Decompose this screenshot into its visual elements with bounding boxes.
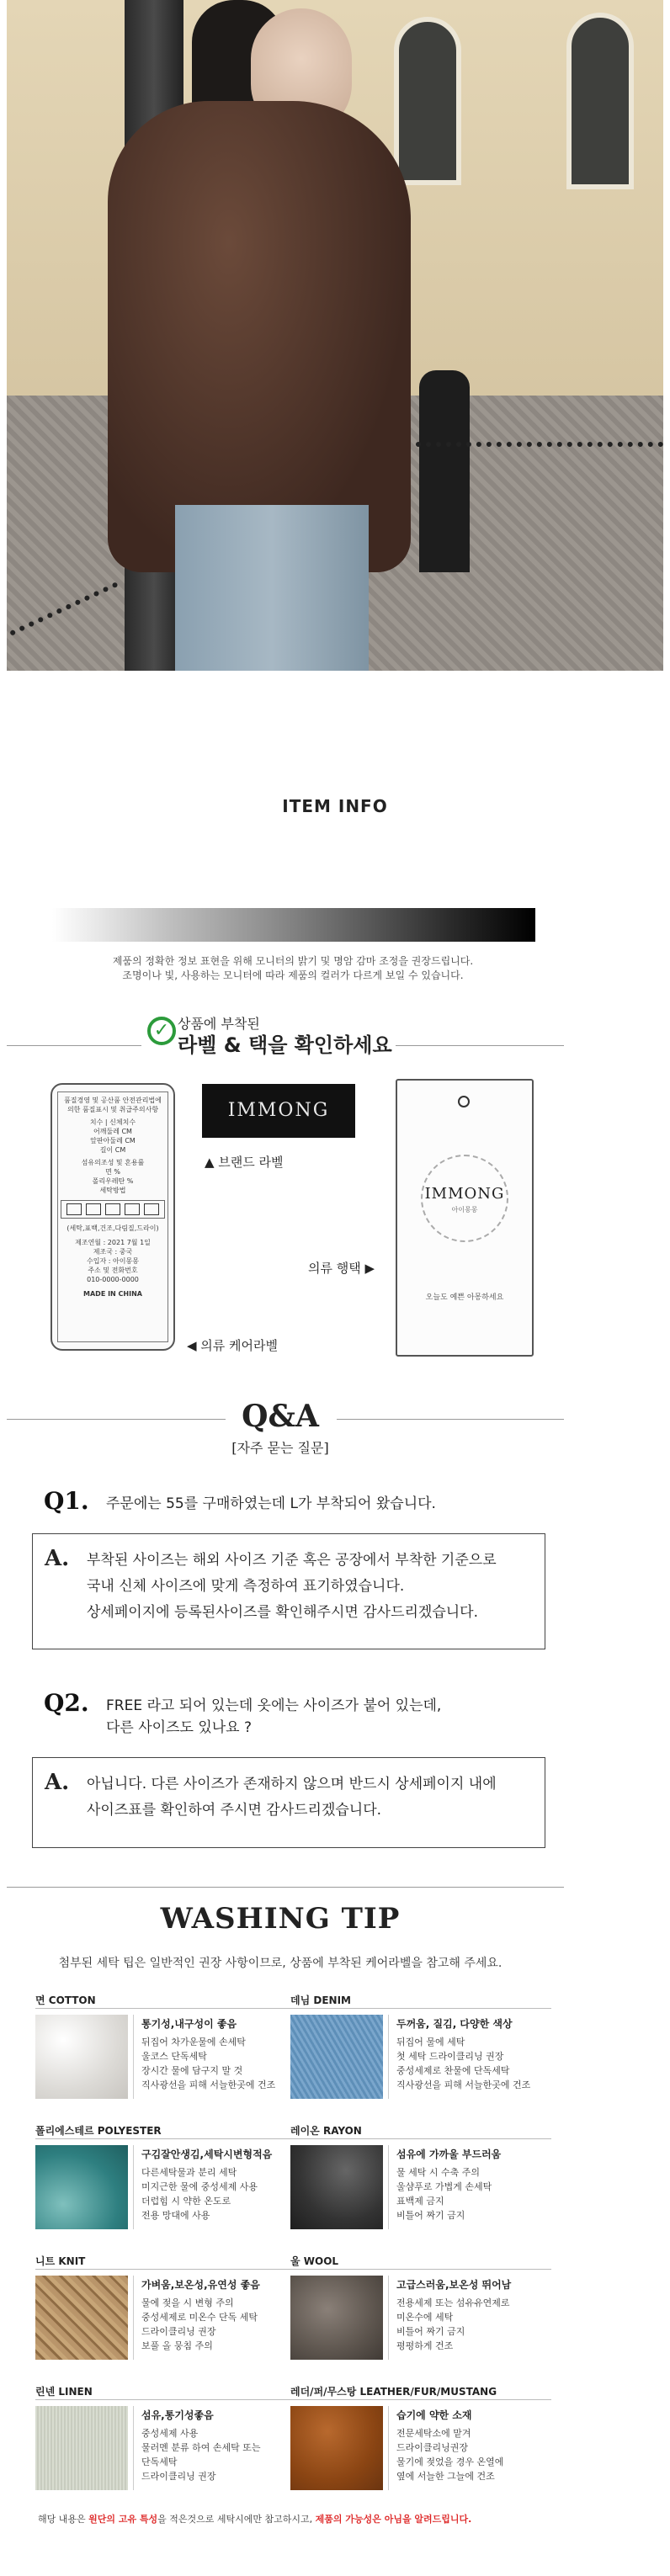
care-line: 장시간 물에 담구지 말 것 xyxy=(141,2065,243,2076)
care-label-row: 제조연월 : 2021 7월 1일 xyxy=(75,1239,151,1246)
divider xyxy=(388,2276,389,2360)
fabric-feature: 가벼움,보온성,유연성 좋음 xyxy=(141,2279,260,2291)
question-line: 다른 사이즈도 있나요 ? xyxy=(106,1719,253,1736)
iron-symbol-icon xyxy=(125,1203,140,1215)
divider xyxy=(388,2406,389,2490)
fabric-care xyxy=(396,2035,530,2092)
fabric-feature: 두꺼움, 질김, 다양한 색상 xyxy=(396,2018,513,2030)
care-label-row: 수입자 : 아이몽몽 xyxy=(87,1257,139,1265)
fabric-name: 데님 DENIM xyxy=(290,1994,351,2006)
fabric-care xyxy=(396,2426,503,2483)
care-label-row: 어깨둘레 CM xyxy=(93,1128,132,1135)
fabric-name: 니트 KNIT xyxy=(35,2255,86,2267)
care-line: 평평하게 건조 xyxy=(396,2340,454,2351)
care-line: 더럽힘 시 약한 온도로 xyxy=(141,2196,231,2207)
care-line: 드라이클리닝 권장 xyxy=(141,2326,216,2337)
care-label-row: (세탁,표백,건조,다림질,드라이) xyxy=(66,1224,159,1232)
question-line: FREE 라고 되어 있는데 옷에는 사이즈가 붙어 있는데, xyxy=(106,1697,442,1714)
care-line: 울코스 단독세탁 xyxy=(141,2051,207,2062)
denim-swatch xyxy=(290,2015,383,2099)
color-note-line1: 제품의 정확한 정보 표현을 위해 모니터의 밝기 및 명암 감마 조정을 권장드립니다. xyxy=(112,955,474,967)
care-line: 드라이클리닝 권장 xyxy=(141,2471,216,2482)
divider xyxy=(35,2008,296,2009)
care-line: 첫 세탁 드라이클리닝 권장 xyxy=(396,2051,504,2062)
q2-answer xyxy=(87,1771,497,1824)
divider xyxy=(133,2406,134,2490)
photo-jeans xyxy=(175,505,369,671)
washing-tip-title: WASHING TIP xyxy=(160,1902,401,1936)
care-label-row: 길이 CM xyxy=(99,1146,126,1154)
color-note-line2: 조명이나 빛, 사용하는 모니터에 따라 제품의 컬러가 다르게 보일 수 있습니다. xyxy=(122,969,464,981)
fabric-feature: 섬유에 가까울 부드러움 xyxy=(396,2148,502,2160)
care-line: 전문세탁소에 맡겨 xyxy=(396,2428,471,2439)
care-label-row: 제조국 : 중국 xyxy=(93,1248,133,1256)
care-line: 울샴푸로 가볍게 손세탁 xyxy=(396,2181,492,2192)
divider xyxy=(290,2269,551,2270)
fabric-feature: 섬유,통기성좋음 xyxy=(141,2409,214,2421)
fabric-care xyxy=(141,2035,275,2092)
qa-title: Q&A xyxy=(242,1399,319,1434)
fabric-cotton xyxy=(35,1993,305,2119)
fabric-knit xyxy=(35,2254,305,2380)
knit-swatch xyxy=(35,2276,128,2360)
care-line: 표백제 금지 xyxy=(396,2196,444,2207)
answer-line: 국내 신체 사이즈에 맞게 측정하여 표기하였습니다. xyxy=(87,1578,405,1595)
brand-label: IMMONG xyxy=(202,1084,355,1138)
divider xyxy=(388,2145,389,2229)
care-line: 미지근한 물에 중성세제 사용 xyxy=(141,2181,258,2192)
color-gradient-bar xyxy=(52,908,535,942)
care-line: 직사광선을 피해 서늘한곳에 건조 xyxy=(396,2079,531,2090)
fabric-feature: 구김잘안생김,세탁시변형적음 xyxy=(141,2148,273,2160)
fabric-name: 레이온 RAYON xyxy=(290,2125,362,2137)
care-line: 중성세제로 찬물에 단독세탁 xyxy=(396,2065,510,2076)
care-line: 물에 젖을 시 변형 주의 xyxy=(141,2297,234,2308)
check-icon: ✓ xyxy=(147,1017,176,1045)
care-line: 옆에 서늘한 그늘에 건조 xyxy=(396,2471,495,2482)
care-label-caption: ◀ 의류 케어라벨 xyxy=(187,1338,279,1353)
fabric-care xyxy=(141,2165,258,2223)
fabric-care xyxy=(396,2165,492,2223)
q1-answer xyxy=(87,1548,497,1626)
wool-swatch xyxy=(290,2276,383,2360)
divider xyxy=(388,2015,389,2099)
fabric-name: 폴리에스테르 POLYESTER xyxy=(35,2125,162,2137)
divider xyxy=(35,2138,296,2139)
linen-swatch xyxy=(35,2406,128,2490)
care-label-row: 앞판아둘레 CM xyxy=(90,1137,136,1145)
fabric-feature: 고급스러움,보온성 뛰어남 xyxy=(396,2279,512,2291)
divider xyxy=(290,2008,551,2009)
fabric-name: 울 WOOL xyxy=(290,2255,339,2267)
care-line: 단독세탁 xyxy=(141,2456,178,2467)
hang-tag-brand: IMMONG xyxy=(424,1185,505,1203)
care-label-row: 의한 품질표시 및 취급주의사항 xyxy=(66,1106,159,1113)
label-section-subtitle: 상품에 부착된 xyxy=(178,1016,260,1032)
care-label-row: 섬유의조성 및 혼용률 xyxy=(81,1159,145,1166)
q2-answer-number: A. xyxy=(45,1770,70,1795)
care-label xyxy=(51,1083,175,1351)
fabric-linen xyxy=(35,2384,305,2510)
care-line: 보풀 올 뭉침 주의 xyxy=(141,2340,213,2351)
wash-symbol-icon xyxy=(66,1203,82,1215)
care-label-row: 면 % xyxy=(105,1168,120,1176)
care-label-body xyxy=(57,1091,168,1342)
fabric-rayon xyxy=(290,2123,560,2249)
q1-question: 주문에는 55를 구매하였는데 L가 부착되어 왔습니다. xyxy=(106,1495,436,1512)
brand-label-caption: ▲ 브랜드 라벨 xyxy=(205,1155,284,1170)
fabric-feature: 습기에 약한 소재 xyxy=(396,2409,472,2421)
care-line: 직사광선을 피해 서늘한곳에 건조 xyxy=(141,2079,276,2090)
dry-symbol-icon xyxy=(105,1203,120,1215)
rayon-swatch xyxy=(290,2145,383,2229)
fabric-denim xyxy=(290,1993,560,2119)
care-line: 물러멘 분류 하여 손세탁 또는 xyxy=(141,2442,261,2453)
cotton-swatch xyxy=(35,2015,128,2099)
polyester-swatch xyxy=(35,2145,128,2229)
answer-line: 사이즈표를 확인하여 주시면 감사드리겠습니다. xyxy=(87,1802,382,1819)
photo-bollard xyxy=(419,370,470,572)
divider xyxy=(290,2138,551,2139)
hang-tag xyxy=(396,1079,534,1357)
care-line: 뒤집어 차가운물에 손세탁 xyxy=(141,2037,246,2048)
divider xyxy=(7,1045,141,1046)
care-label-row: 품질경영 및 공산품 안전관리법에 xyxy=(64,1097,162,1104)
bleach-symbol-icon xyxy=(86,1203,101,1215)
footnote-highlight: 원단의 고유 특성 xyxy=(88,2514,158,2525)
care-line: 미온수에 세탁 xyxy=(396,2312,454,2323)
divider xyxy=(133,2015,134,2099)
care-line: 전용세제 또는 섬유유연제로 xyxy=(396,2297,510,2308)
washing-footnote xyxy=(38,2512,471,2526)
washing-tip-note: 첨부된 세탁 팁은 일반적인 권장 사항이므로, 상품에 부착된 케어라벨을 참고해 주세요. xyxy=(58,1957,502,1970)
care-line: 물기에 젖었을 경우 온열에 xyxy=(396,2456,504,2467)
care-line: 물 세탁 시 수축 주의 xyxy=(396,2167,480,2178)
hang-tag-caption: 의류 행택 ▶ xyxy=(308,1261,375,1276)
photo-chain xyxy=(386,442,663,455)
fabric-care xyxy=(396,2296,510,2353)
photo-leather-jacket xyxy=(108,101,411,572)
dryclean-symbol-icon xyxy=(144,1203,159,1215)
fabric-feature: 통기성,내구성이 좋음 xyxy=(141,2018,237,2030)
care-label-row: 세탁방법 xyxy=(99,1187,126,1194)
model-photo xyxy=(7,0,663,671)
divider xyxy=(290,2399,551,2400)
fabric-leather xyxy=(290,2384,560,2510)
q2-question xyxy=(106,1695,441,1739)
footnote-text: 을 적은것으로 세탁시에만 참고하시고, xyxy=(157,2514,316,2525)
leather-swatch xyxy=(290,2406,383,2490)
care-line: 중성세제 사용 xyxy=(141,2428,199,2439)
divider xyxy=(133,2276,134,2360)
footnote-text: 해당 내용은 xyxy=(38,2514,89,2525)
care-line: 전용 망대에 사용 xyxy=(141,2210,210,2221)
fabric-wool xyxy=(290,2254,560,2380)
made-in-label: MADE IN CHINA xyxy=(83,1290,142,1298)
divider xyxy=(396,1045,564,1046)
photo-window xyxy=(566,13,634,189)
fabric-care xyxy=(141,2426,261,2483)
divider xyxy=(133,2145,134,2229)
fabric-name: 린넨 LINEN xyxy=(35,2386,93,2398)
care-symbols xyxy=(61,1200,165,1219)
care-label-row: 치수 | 신체치수 xyxy=(89,1118,136,1126)
q1-answer-number: A. xyxy=(45,1546,70,1571)
fabric-care xyxy=(141,2296,258,2353)
divider xyxy=(35,2269,296,2270)
care-line: 비틀어 짜기 금지 xyxy=(396,2210,465,2221)
photo-window xyxy=(394,17,461,185)
care-line: 다른세탁물과 분리 세탁 xyxy=(141,2167,237,2178)
care-label-row: 주소 및 전화번호 xyxy=(88,1267,138,1274)
answer-line: 아닙니다. 다른 사이즈가 존재하지 않으며 반드시 상세페이지 내에 xyxy=(87,1776,497,1793)
q2-answer-box xyxy=(32,1757,545,1848)
answer-line: 상세페이지에 등록된사이즈를 확인해주시면 감사드리겠습니다. xyxy=(87,1604,479,1621)
hang-tag-handwriting: 오늘도 예쁜 아몽하세요 xyxy=(425,1293,504,1302)
answer-line: 부착된 사이즈는 해외 사이즈 기준 혹은 공장에서 부착한 기준으로 xyxy=(87,1552,497,1569)
care-line: 뒤집어 물에 세탁 xyxy=(396,2037,465,2048)
item-info-title: ITEM INFO xyxy=(282,796,388,816)
qa-subtitle: [자주 묻는 질문] xyxy=(231,1440,329,1456)
q2-number: Q2. xyxy=(44,1689,89,1717)
care-line: 비틀어 짜기 금지 xyxy=(396,2326,465,2337)
divider xyxy=(7,1887,564,1888)
care-line: 중성세제로 미온수 단독 세탁 xyxy=(141,2312,258,2323)
fabric-polyester xyxy=(35,2123,305,2249)
fabric-name: 레더/퍼/무스탕 LEATHER/FUR/MUSTANG xyxy=(290,2386,497,2398)
care-line: 드라이클리닝권장 xyxy=(396,2442,469,2453)
hang-tag-brand-ko: 아이몽몽 xyxy=(451,1206,478,1214)
tag-hole-icon xyxy=(458,1096,470,1107)
care-label-row: 폴리우레탄 % xyxy=(92,1177,134,1185)
divider xyxy=(35,2399,296,2400)
q1-answer-box xyxy=(32,1533,545,1649)
footnote-highlight: 제품의 가능성은 아님을 알려드립니다. xyxy=(315,2514,472,2525)
label-section-heading: 라벨 & 택을 확인하세요 xyxy=(178,1033,392,1057)
fabric-name: 면 COTTON xyxy=(35,1994,96,2006)
q1-number: Q1. xyxy=(44,1487,89,1515)
care-label-row: 010-0000-0000 xyxy=(87,1276,139,1283)
